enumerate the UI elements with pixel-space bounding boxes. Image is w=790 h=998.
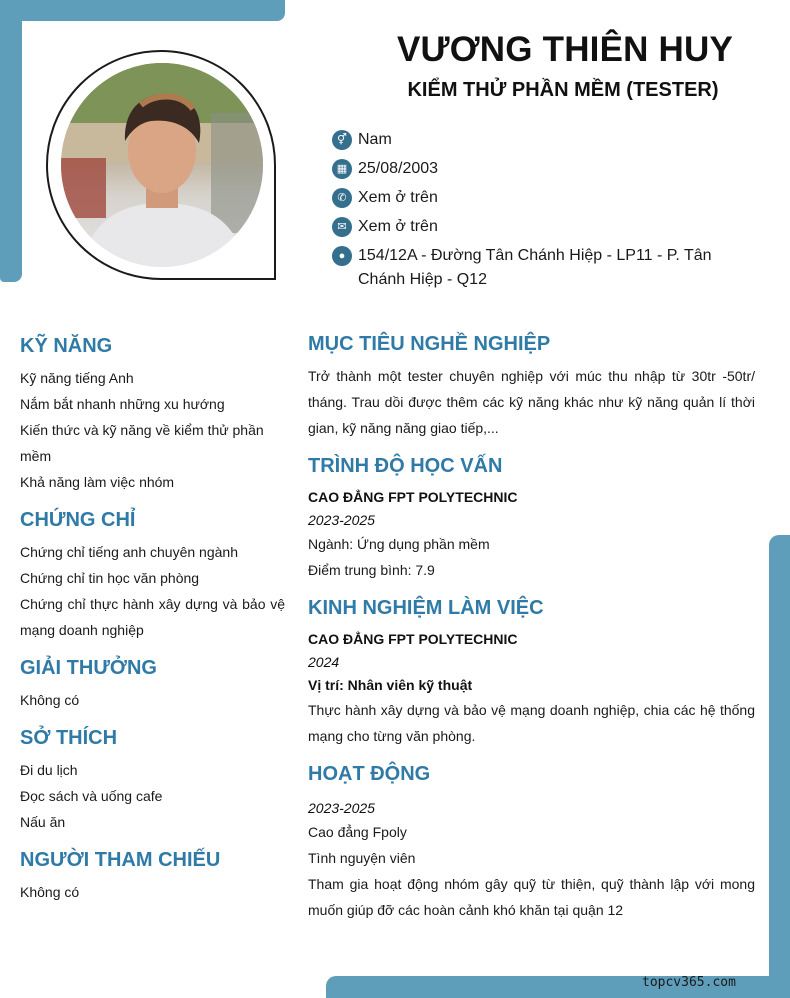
experience-period: 2024 (308, 654, 340, 670)
personal-info-list (332, 128, 762, 297)
list-item: Chứng chỉ thực hành xây dựng và bảo vệ mạng doanh nghiệp (20, 596, 285, 638)
list-item: Kỹ năng tiếng Anh (20, 370, 134, 386)
activities-period: 2023-2025 (308, 800, 375, 816)
activities-description: Tham gia hoạt động nhóm gây quỹ từ thiện, quỹ thành lập với mong muốn giúp đỡ các hoàn cảnh khó khăn tại quận 12 (308, 876, 755, 918)
info-gender-text: Nam (358, 131, 392, 148)
experience-company: CAO ĐẲNG FPT POLYTECHNIC (308, 631, 518, 647)
list-item: Đọc sách và uống cafe (20, 788, 163, 804)
references-section (20, 847, 285, 905)
education-gpa: Điểm trung bình: 7.9 (308, 562, 435, 578)
section-title: KỸ NĂNG (20, 335, 113, 357)
skills-section (20, 333, 285, 495)
activities-section (308, 761, 755, 923)
list-item: Kiến thức và kỹ năng về kiểm thử phần mềm (20, 422, 264, 464)
list-item: Đi du lịch (20, 762, 78, 778)
education-school: CAO ĐẲNG FPT POLYTECHNIC (308, 489, 518, 505)
objective-text: Trở thành một tester chuyên nghiệp với múc thu nhập từ 30tr -50tr/ tháng. Trau dồi được thêm các kỹ năng khác như kỹ năng quản lí thời gian, kỹ năng năng giao tiếp,... (308, 368, 755, 436)
left-column (20, 333, 285, 917)
section-title: CHỨNG CHỈ (20, 509, 136, 531)
experience-position: Vị trí: Nhân viên kỹ thuật (308, 677, 473, 693)
job-title: KIỂM THỬ PHẦN MỀM (TESTER) (407, 79, 719, 101)
email-icon: ✉ (332, 217, 352, 237)
section-title: HOẠT ĐỘNG (308, 763, 431, 785)
education-section (308, 453, 755, 583)
experience-description: Thực hành xây dựng và bảo vệ mạng doanh nghiệp, chia các hệ thống mạng cho từng văn phòng. (308, 702, 755, 744)
location-icon: ● (332, 246, 352, 266)
list-item: Khả năng làm việc nhóm (20, 474, 175, 490)
info-email (332, 215, 762, 239)
list-item: Nắm bắt nhanh những xu hướng (20, 396, 225, 412)
info-birthday-text: 25/08/2003 (358, 160, 439, 177)
right-column (308, 331, 755, 935)
frame-bar-right (769, 535, 790, 998)
section-title: KINH NGHIỆM LÀM VIỆC (308, 597, 544, 619)
activities-role: Tình nguyện viên (308, 850, 416, 866)
list-item: Chứng chỉ tin học văn phòng (20, 570, 200, 586)
profile-photo-frame (46, 50, 276, 280)
section-title: NGƯỜI THAM CHIẾU (20, 849, 221, 871)
section-title: GIẢI THƯỞNG (20, 657, 157, 679)
education-period: 2023-2025 (308, 512, 375, 528)
awards-section (20, 655, 285, 713)
frame-bar-left (0, 0, 22, 282)
gender-icon: ⚥ (332, 130, 352, 150)
list-item: Chứng chỉ tiếng anh chuyên ngành (20, 544, 238, 560)
section-title: SỞ THÍCH (20, 727, 118, 749)
candidate-name: VƯƠNG THIÊN HUY (396, 30, 734, 69)
profile-photo (61, 63, 263, 267)
info-address (332, 244, 762, 292)
list-item: Nấu ăn (20, 814, 66, 830)
info-phone-text: Xem ở trên (358, 189, 438, 206)
info-address-text: 154/12A - Đường Tân Chánh Hiệp - LP11 - P. Tân Chánh Hiệp - Q12 (358, 247, 712, 288)
watermark: topcv365.com (642, 975, 736, 990)
info-gender (332, 128, 762, 152)
section-title: TRÌNH ĐỘ HỌC VẤN (308, 455, 503, 477)
objective-section (308, 331, 755, 441)
frame-bar-top (0, 0, 285, 21)
list-item: Không có (20, 884, 80, 900)
info-phone (332, 186, 762, 210)
education-major: Ngành: Ứng dụng phần mềm (308, 536, 490, 552)
hobbies-section (20, 725, 285, 835)
info-birthday (332, 157, 762, 181)
experience-section (308, 595, 755, 749)
info-email-text: Xem ở trên (358, 218, 438, 235)
activities-org: Cao đẳng Fpoly (308, 824, 407, 840)
calendar-icon: ▦ (332, 159, 352, 179)
certificates-section (20, 507, 285, 643)
list-item: Không có (20, 692, 80, 708)
phone-icon: ✆ (332, 188, 352, 208)
section-title: MỤC TIÊU NGHỀ NGHIỆP (308, 333, 551, 355)
